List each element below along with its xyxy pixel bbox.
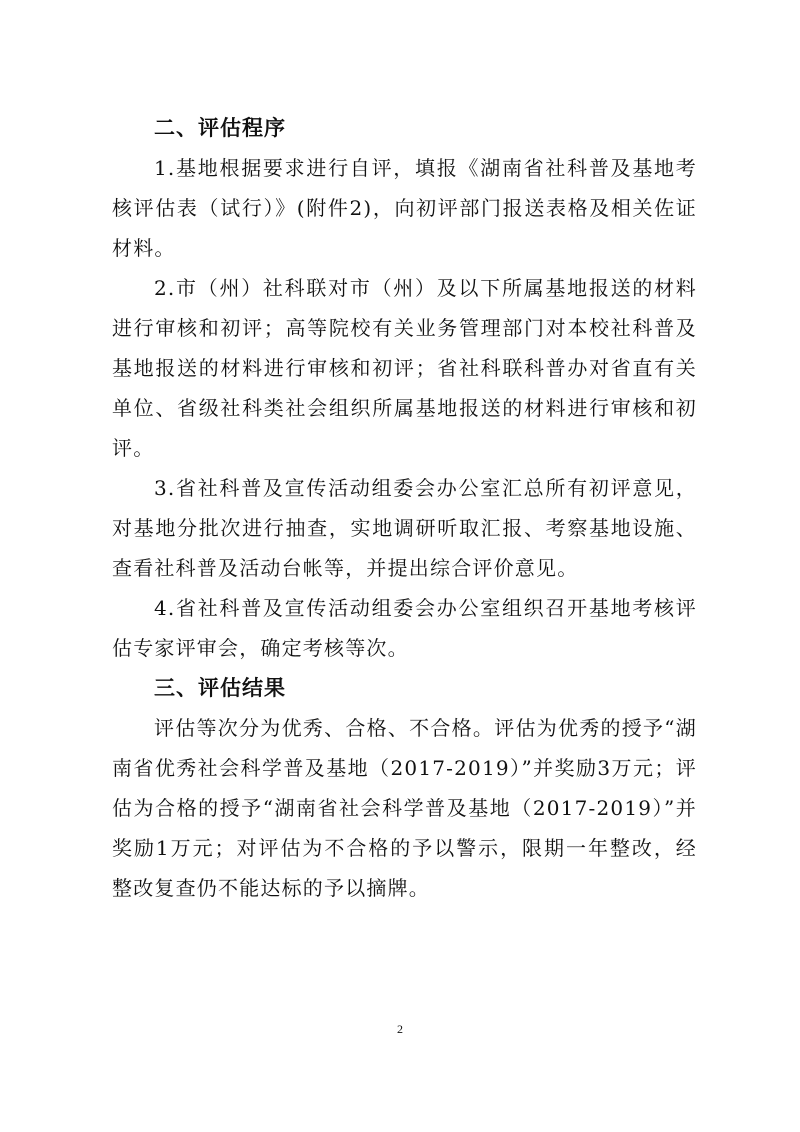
page-number: 2 [397, 1022, 403, 1036]
paragraph-results: 评估等次分为优秀、合格、不合格。评估为优秀的授予“湖南省优秀社会科学普及基地（2017-2019）”并奖励3万元；评估为合格的授予“湖南省社会科学普及基地（2017-2019）”并奖励1万元；对评估为不合格的予以警示，限期一年整改，经整改复查仍不能达标的予以摘牌。 [112, 716, 697, 900]
paragraph-procedure-step-3: 3.省社科普及宣传活动组委会办公室汇总所有初评意见，对基地分批次进行抽查，实地调研听取汇报、考察基地设施、查看社科普及活动台帐等，并提出综合评价意见。 [112, 476, 697, 580]
paragraph-procedure-step-4: 4.省社科普及宣传活动组委会办公室组织召开基地考核评估专家评审会，确定考核等次。 [112, 596, 697, 660]
section-heading-evaluation-procedure: 二、评估程序 [154, 116, 286, 140]
document-body [112, 108, 697, 908]
paragraph-procedure-step-1: 1.基地根据要求进行自评，填报《湖南省社科普及基地考核评估表（试行）》(附件2)，向初评部门报送表格及相关佐证材料。 [112, 156, 697, 260]
section-heading-evaluation-results: 三、评估结果 [154, 676, 286, 700]
paragraph-procedure-step-2: 2.市（州）社科联对市（州）及以下所属基地报送的材料进行审核和初评；高等院校有关业务管理部门对本校社科普及基地报送的材料进行审核和初评；省社科联科普办对省直有关单位、省级社科类社会组织所属基地报送的材料进行审核和初评。 [112, 276, 697, 460]
